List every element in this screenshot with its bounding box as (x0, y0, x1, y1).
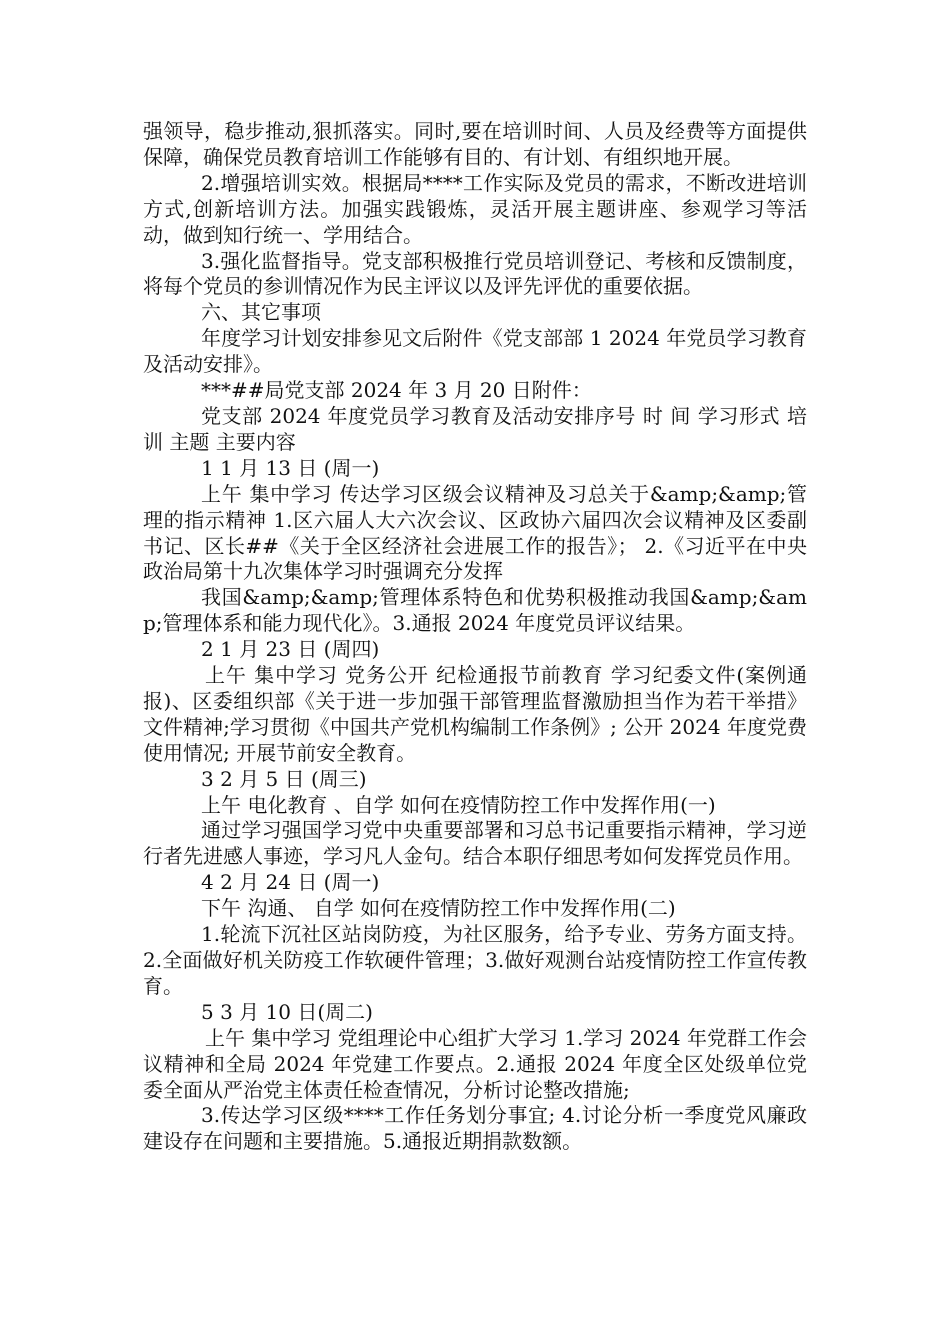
paragraph-leadership: 强领导，稳步推动,狠抓落实。同时,要在培训时间、人员及经费等方面提供保障，确保党员教育培训工作能够有目的、有计划、有组织地开展。 (143, 119, 807, 169)
schedule-item-3-topic: 上午 电化教育 、自学 如何在疫情防控工作中发挥作用(一) (201, 792, 716, 817)
document-page (143, 119, 807, 1155)
schedule-item-2-date: 2 1 月 23 日 (周四) (201, 637, 380, 662)
schedule-table-header: 党支部 2024 年度党员学习教育及活动安排序号 时 间 学习形式 培训 主题 主要内容 (143, 403, 807, 454)
schedule-item-4-topic: 下午 沟通、 自学 如何在疫情防控工作中发挥作用(二) (201, 896, 676, 921)
schedule-item-1-date: 1 1 月 13 日 (周一) (201, 455, 380, 480)
schedule-item-4-date: 4 2 月 24 日 (周一) (201, 870, 380, 895)
schedule-item-3-content: 通过学习强国学习党中央重要部署和习总书记重要指示精神，学习逆行者先进感人事迹，学习凡人金句。结合本职仔细思考如何发挥党员作用。 (143, 818, 807, 869)
schedule-item-5-date: 5 3 月 10 日(周二) (201, 999, 373, 1024)
signature-date-line: ***##局党支部 2024 年 3 月 20 日附件： (201, 378, 592, 403)
schedule-item-3-date: 3 2 月 5 日 (周三) (201, 766, 367, 791)
schedule-item-1-content-cont: 我国&amp;&amp;管理体系特色和优势积极推动我国&amp;&amp;管理体系和能力现代化》。3.通报 2024 年度党员评议结果。 (143, 585, 807, 636)
schedule-item-1-content: 上午 集中学习 传达学习区级会议精神及习总关于&amp;&amp;管理的指示精神 1.区六届人大六次会议、区政协六届四次会议精神及区委副书记、区长##《关于全区经济社会进展工作的报告》； 2.《习近平在中央政治局第十九次集体学习时强调充分发挥 (143, 481, 807, 584)
schedule-item-5-content: 上午 集中学习 党组理论中心组扩大学习 1.学习 2024 年党群工作会议精神和全局 2024 年党建工作要点。2.通报 2024 年度全区处级单位党委全面从严治党主体责任检查情况，分析讨论整改措施; (143, 1025, 807, 1102)
schedule-item-4-content: 1.轮流下沉社区站岗防疫，为社区服务，给予专业、劳务方面支持。2.全面做好机关防疫工作软硬件管理；3.做好观测台站疫情防控工作宣传教育。 (143, 922, 807, 998)
paragraph-annual-plan: 年度学习计划安排参见文后附件《党支部部 1 2024 年党员学习教育及活动安排》。 (143, 326, 807, 377)
paragraph-training-effect: 2.增强培训实效。根据局****工作实际及党员的需求，不断改进培训方式,创新培训方法。加强实践锻炼，灵活开展主题讲座、参观学习等活动，做到知行统一、学用结合。 (143, 170, 807, 247)
paragraph-supervision: 3.强化监督指导。党支部积极推行党员培训登记、考核和反馈制度，将每个党员的参训情况作为民主评议以及评先评优的重要依据。 (143, 248, 807, 299)
section-heading-other-matters: 六、其它事项 (201, 300, 321, 325)
schedule-item-5-content-cont: 3.传达学习区级****工作任务划分事宜; 4.讨论分析一季度党风廉政建设存在问题和主要措施。5.通报近期捐款数额。 (143, 1103, 807, 1154)
schedule-item-2-content: 上午 集中学习 党务公开 纪检通报节前教育 学习纪委文件(案例通报)、区委组织部《关于进一步加强干部管理监督激励担当作为若干举措》文件精神;学习贯彻《中国共产党机构编制工作条例》; 公开 2024 年度党费使用情况; 开展节前安全教育。 (143, 663, 807, 765)
